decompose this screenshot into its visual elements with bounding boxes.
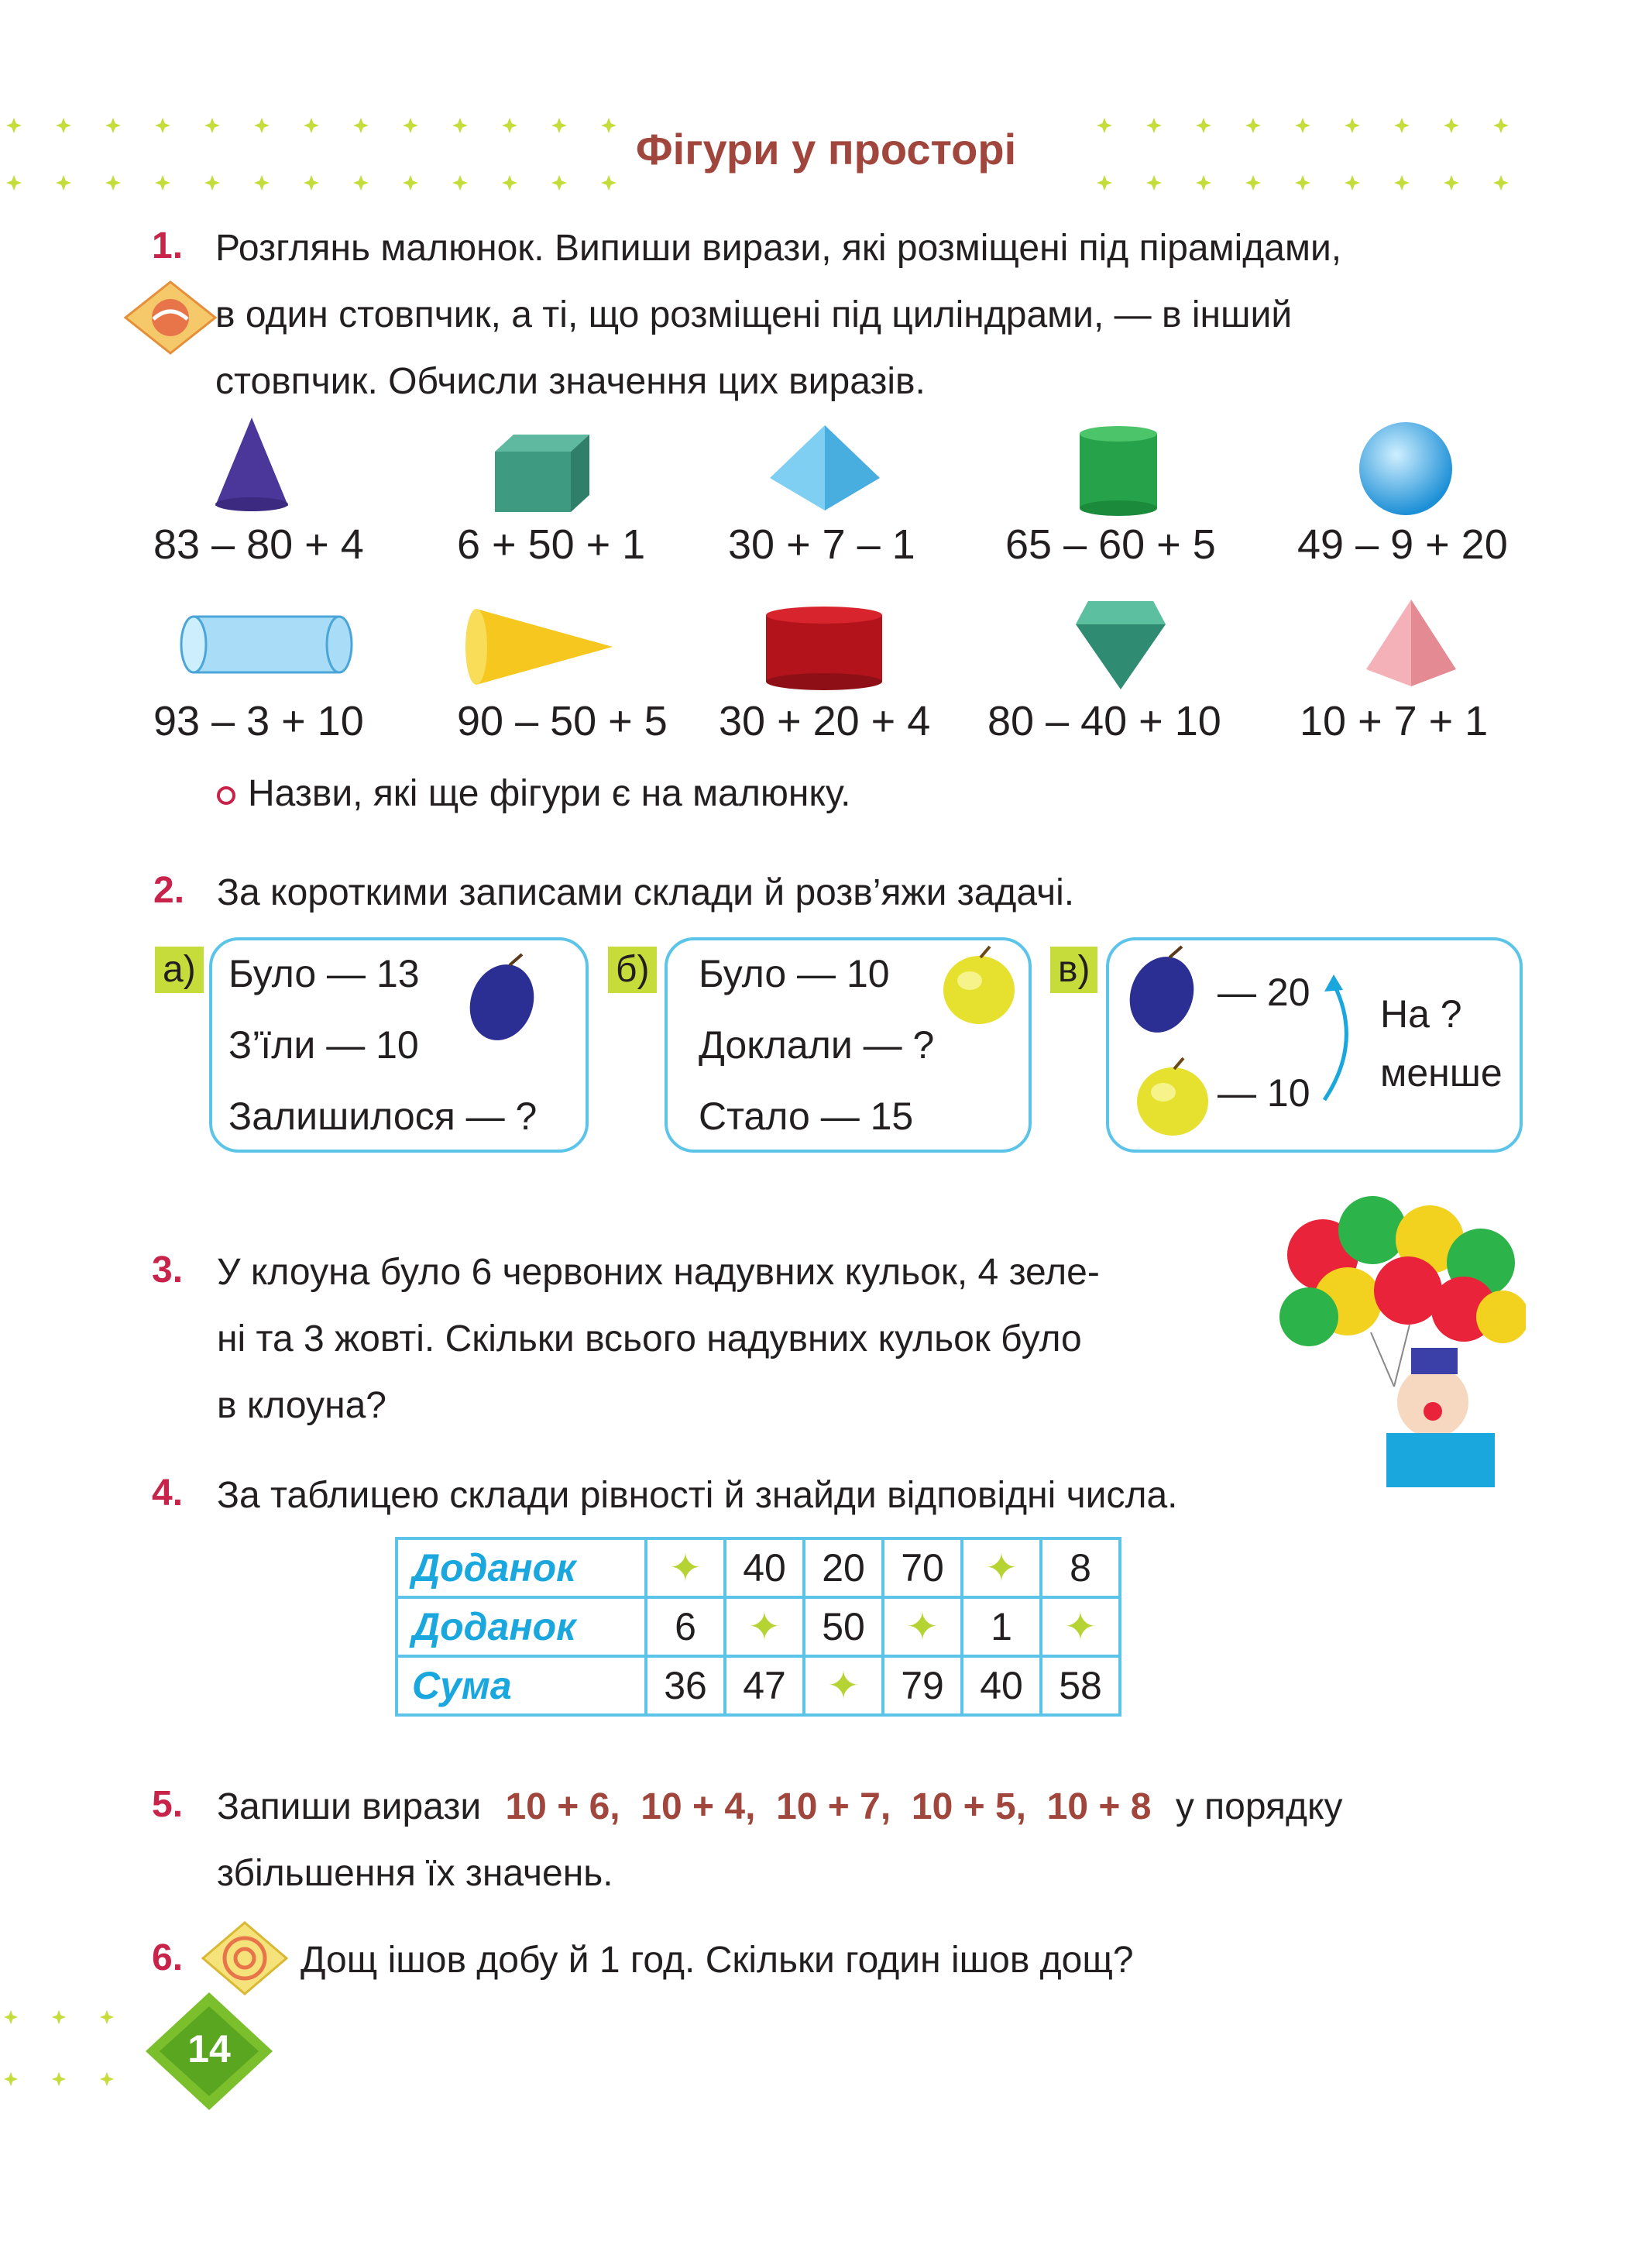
table-cell: ✦	[725, 1597, 804, 1656]
task-4-text: За таблицею склади рівності й знайди відповідні числа.	[217, 1475, 1178, 1516]
table-cell: 50	[804, 1597, 883, 1656]
decor-star	[204, 175, 220, 191]
task-5-post: у порядку	[1175, 1786, 1343, 1827]
task-5-expressions: 10 + 6, 10 + 4, 10 + 7, 10 + 5, 10 + 8	[505, 1786, 1152, 1827]
decor-star	[304, 175, 319, 191]
task-2c-question-2: менше	[1380, 1051, 1503, 1095]
decor-star	[1295, 175, 1310, 191]
decor-star	[1394, 175, 1410, 191]
decor-star	[1097, 175, 1112, 191]
lying-cylinder-icon	[178, 612, 356, 678]
expr-1-1: 83 – 80 + 4	[153, 521, 364, 568]
decor-star	[100, 2072, 114, 2086]
pair-work-icon	[122, 279, 218, 356]
decor-star	[403, 175, 418, 191]
target-icon	[200, 1920, 290, 1997]
task-2a-line-2: З’їли — 10	[228, 1023, 419, 1067]
task-6-text: Дощ ішов добу й 1 год. Скільки годин ішов дощ?	[301, 1940, 1134, 1981]
task-1-number: 1.	[152, 225, 184, 266]
task-3-line-2: ні та 3 жовті. Скільки всього надувних кульок було	[217, 1318, 1082, 1359]
task-3-line-3: в клоуна?	[217, 1385, 386, 1426]
apple-icon-2	[1129, 1055, 1214, 1140]
task-2b-tag: б)	[608, 947, 657, 993]
cone-icon	[209, 414, 294, 511]
expr-2-1: 93 – 3 + 10	[153, 698, 364, 744]
task-2c-question-1: На ?	[1380, 992, 1462, 1036]
table-cell: 40	[725, 1538, 804, 1597]
task-4-number: 4.	[152, 1473, 184, 1514]
task-2a-line-3: Залишилося — ?	[228, 1095, 538, 1138]
table-row-head: Доданок	[397, 1538, 646, 1597]
decor-star	[4, 2072, 18, 2086]
task-2-number: 2.	[153, 870, 185, 911]
task-2c-value-2: — 10	[1218, 1071, 1310, 1115]
table-cell: 58	[1041, 1656, 1120, 1715]
table-cell: 8	[1041, 1538, 1120, 1597]
decor-star	[6, 175, 22, 191]
decor-star	[1493, 175, 1509, 191]
decor-star	[155, 175, 170, 191]
table-cell: ✦	[1041, 1597, 1120, 1656]
decor-star	[502, 175, 517, 191]
task-2c-tag: в)	[1050, 947, 1097, 993]
table-cell: 79	[883, 1656, 962, 1715]
decor-star	[254, 175, 270, 191]
triangular-pyramid-icon	[1363, 596, 1460, 689]
task-3-number: 3.	[152, 1249, 184, 1291]
expr-2-4: 80 – 40 + 10	[987, 698, 1221, 744]
decor-star	[4, 2010, 18, 2024]
task-5-number: 5.	[152, 1784, 184, 1825]
decor-star	[1146, 175, 1162, 191]
decor-star	[56, 175, 71, 191]
task-6-number: 6.	[152, 1937, 184, 1978]
task-2c-value-1: — 20	[1218, 971, 1310, 1014]
table-row	[397, 1656, 1120, 1715]
expr-1-2: 6 + 50 + 1	[457, 521, 646, 568]
expr-1-4: 65 – 60 + 5	[1005, 521, 1216, 568]
decor-star	[601, 175, 616, 191]
task-1-line-2: в один стовпчик, а ті, що розміщені під циліндрами, — в інший	[215, 294, 1293, 335]
task-2b-line-2: Доклали — ?	[699, 1023, 935, 1067]
task-5-line-1	[217, 1774, 1343, 1841]
expr-1-3: 30 + 7 – 1	[728, 521, 915, 568]
table-cell: ✦	[646, 1538, 725, 1597]
task-2b-line-3: Стало — 15	[699, 1095, 914, 1138]
plum-icon	[465, 951, 542, 1044]
task-1-sub: Назви, які ще фігури є на малюнку.	[248, 773, 851, 814]
red-cylinder-icon	[763, 604, 887, 693]
decor-star	[100, 2010, 114, 2024]
sum-table	[395, 1537, 1121, 1717]
compare-arrow	[1317, 968, 1363, 1108]
green-cylinder-icon	[1077, 424, 1162, 517]
page-title: Фігури у просторі	[635, 125, 1017, 174]
table-row	[397, 1538, 1120, 1597]
task-5-pre: Запиши вирази	[217, 1786, 482, 1827]
task-2b-line-1: Було — 10	[699, 952, 890, 995]
apple-icon	[936, 943, 1021, 1029]
decor-star	[1245, 175, 1261, 191]
table-cell: 40	[962, 1656, 1041, 1715]
task-1-line-1: Розглянь малюнок. Випиши вирази, які розміщені під пірамідами,	[215, 228, 1342, 269]
decor-star	[551, 175, 567, 191]
table-row	[397, 1597, 1120, 1656]
table-cell: 1	[962, 1597, 1041, 1656]
square-pyramid-icon	[767, 422, 883, 515]
task-2a-line-1: Було — 13	[228, 952, 420, 995]
table-row-head: Доданок	[397, 1597, 646, 1656]
lying-cone-icon	[461, 604, 616, 689]
expr-2-3: 30 + 20 + 4	[719, 698, 931, 744]
task-2a-tag: а)	[155, 947, 204, 993]
decor-star	[105, 175, 121, 191]
table-cell: 36	[646, 1656, 725, 1715]
plum-icon-2	[1125, 943, 1202, 1036]
table-cell: 20	[804, 1538, 883, 1597]
decor-star	[52, 2010, 66, 2024]
decor-star	[452, 175, 468, 191]
table-cell: 47	[725, 1656, 804, 1715]
sphere-icon	[1355, 418, 1456, 519]
expr-1-5: 49 – 9 + 20	[1297, 521, 1508, 568]
table-cell: ✦	[962, 1538, 1041, 1597]
task-2-text: За короткими записами склади й розв’яжи задачі.	[217, 872, 1075, 913]
clown-with-balloons-image	[1278, 1193, 1526, 1487]
decor-star	[1345, 175, 1360, 191]
table-cell: ✦	[804, 1656, 883, 1715]
decor-star	[1444, 175, 1459, 191]
table-row-head: Сума	[397, 1656, 646, 1715]
task-5-line-2: збільшення їх значень.	[217, 1853, 613, 1894]
task-1-line-3: стовпчик. Обчисли значення цих виразів.	[215, 361, 926, 402]
decor-star	[52, 2072, 66, 2086]
page-number: 14	[187, 2027, 231, 2071]
decor-star	[353, 175, 369, 191]
table-cell: ✦	[883, 1597, 962, 1656]
expr-2-2: 90 – 50 + 5	[457, 698, 668, 744]
task-3-line-1: У клоуна було 6 червоних надувних кульок, 4 зеле-	[217, 1252, 1100, 1293]
table-cell: 6	[646, 1597, 725, 1656]
table-cell: 70	[883, 1538, 962, 1597]
decor-star	[1196, 175, 1211, 191]
cube-icon	[492, 430, 592, 515]
bullet-icon	[217, 786, 235, 805]
gem-icon	[1073, 596, 1169, 693]
expr-2-5: 10 + 7 + 1	[1300, 698, 1489, 744]
footer-star-pattern	[0, 1999, 155, 2099]
